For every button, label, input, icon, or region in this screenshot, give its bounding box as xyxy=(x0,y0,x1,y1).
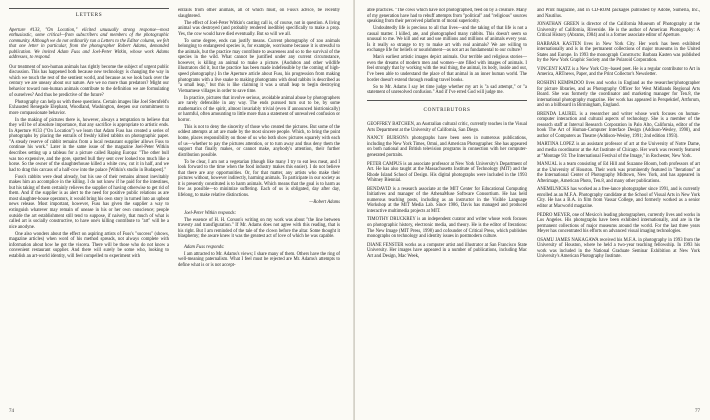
contributors-heading: CONTRIBUTORS xyxy=(423,106,471,113)
letter-paragraph: The effect of Joel-Peter Witkin's casting call is, of course, not in question. A living animal was destroyed (and probably rendered inedible) specifically to make a prop. Yes, the cow would have died eventually. But so will we all. xyxy=(178,20,340,37)
letter-paragraph: In the making of pictures there is, however, always a temptation to believe that they will be of absolute importance, that any sacrifice is appropriate to artistic ends. In Aperture #133 ("On Location") we learn that Adam Fuss has created a series of photographs by placing the entrails of freshly killed rabbits on photographic paper. "A steady reserve of rabbit remains from a local restaurant supplier allows Fuss to continue his work." Later in the same issue of the magazine Joel-Peter Witkin describes setting up a tableau for a picture called Raping Europa: "The other bull was too expensive, and the gore, spotted bull they sent over looked too much like a horse. So the owner of the slaughterhouse killed a white cow, cut it in half, and we had to drag this carcass of a half-cow into the palace [Witkin's studio in Budapest]." xyxy=(9,117,169,173)
response-paragraph: Undoubtedly life is precious to all that lives—and the taking of that life is not a casual matter. I killed, ate, and photographed many rabbits. This doesn't seem so unusual to me. We kill and eat and use millions and millions of animals every year. Is it really so strange to try to make art with real animals? We are willing to exchange life for beliefs or nourishment—as not art as fundamental to our culture? xyxy=(367,26,527,54)
response-text-fuss: I am attracted to Mr. Adams's views; I share many of them. Others have the ring of well-meaning paternalism. What I feel must be rejected are Mr. Adams's attempts to define what is or is not accept- xyxy=(178,251,340,268)
contributor-entry: and Print magazine, and in CD-ROM packages published by Adobe, Sumeria, Inc., and Nautilus. xyxy=(537,8,700,19)
response-paragraph: So to Mr. Adams I say let time judge whether my art is "a sad attempt," or "a statement of unresolved confusion." And if I've erred God will judge me. xyxy=(367,84,527,96)
letter-paragraph: One also wonders about the effect on aspiring artists of Fuss's "success" (shows, magazine articles) when word of his method spreads, not always complete with information about how he got the viscera. There will be those who do not know a convenient restaurant supplier. And there will surely be some who, looking to establish an art-world identity, will feel compelled to experiment with xyxy=(9,231,169,259)
letter-paragraph: Fuss's rabbits were dead already, but his use of their remains almost inevitably makes him an accomplice in the killing. I do not know if he paid for the intestines, but his taking of them certainly relieves the supplier of having otherwise to get rid of them. And if the supplier is as alert to the need for positive public relations as are most slaughter-house operators, it would bring his own story in turned into an upbeat news release. Most important, however, Fuss has given the supplier a way to extinguish whatever may remain of unease in his or her own conscience; people outside the art establishment still tend to suppose, if naively, that much of what is called art is socially constructive, to have one's killing contribute to "art" will be a nice anodyne. xyxy=(9,174,169,230)
contributor-entry: GEOFFREY BATCHEN, an Australian cultural critic, currently teaches in the Visual Arts Department at the University of California, San Diego. xyxy=(367,122,527,133)
response-paragraph: Man's earliest artistic images depict animals. Our terrible and religious stories—even the dreams of modern men and women—are filled with images of animals. I feel strongly that by working with the real thing, the animal, its body, inside and out, I've been able to understand the place of that animal in an inner human world. The border doesn't extend through reading travel books. xyxy=(367,55,527,83)
response-text-witkin: The essence of H. H. Corson's writing on my work was about "the line between travesty and transfiguration." If Mr. Adams does not agree with this reading, that is his right. But I am reminded of the tale of the clown before the altar. Some thought it blasphemy; the aware knew it was the greatest act of love of which he was capable. xyxy=(178,217,340,240)
response-byline-witkin: Joel-Peter Witkin responds: xyxy=(184,210,237,216)
response-byline-fuss: Adam Fuss responds: xyxy=(184,244,225,250)
letter-paragraph: Photography can help us with these questions. Certain images like Joel Sternfeld's Exhausted Renegade Elephant, Woodland, Washington, deepen our commitment to more compassionate behavior. xyxy=(9,99,169,116)
letters-heading: LETTERS xyxy=(75,12,103,18)
letter-paragraph: In practice, pictures that involve serious, avoidable animal abuse by photographers are rarely defensible in any way. The ends pursued turn out to be, by some mathematics of the spirit, almost invariably trivial (even if announced histrionically) or harmful, often amounting to little more than a statement of unresolved confusion or horror. xyxy=(178,95,340,123)
heading-rule xyxy=(9,8,169,9)
right-column-2 xyxy=(537,8,700,408)
response-paragraph: able practices. "The cows which have not photographed, feed on by a creature. Many of my generation have had to rebuff attempts from "political" and "religious" sources speaking from their perceived platform of moral superiority. xyxy=(367,8,527,25)
page-number-left: 74 xyxy=(9,409,14,414)
contributor-entry: DIANE FENSTER works as a computer artist and illustrator at San Francisco State University. Her images have appeared in a number of publications, including Mac Art and Design, Mac Week, xyxy=(367,242,527,259)
editor-note: Aperture #133, "On Location," elicited unusually strong response—most enthusiastic, some critical—from subscribers and members of the photographic community. Although we do not ordinarily run a Letters to the Editor column, we felt that one letter in particular, from the photographer Robert Adams, demanded publication. We invited Adam Fuss and Joel-Peter Witkin, whose work Adams addresses, to respond. xyxy=(9,27,169,61)
letter-paragraph: To be clear, I am not a vegetarian (though like many I try to eat less meat, and I look forward to the time when the food industry makes this easier). I do not believe that there are any opportunities. Or, for that matter, any artists who make their pictures without, however indirectly, harming animals. To participate in our society as it is presently constituted is to harm animals. Which means that the goal is to harm as few as possible—to minimize suffering. Each of us is obligated, day after day, lifelong, to make relative distinctions. xyxy=(178,159,340,198)
letter-paragraph: Our treatment of non-human animals has rightly become the subject of urgent public discussion. This has happened both because new technology is changing the way in which we touch the rest of the sentient world, and because as we look back over the century we are uneasy about our nature. Are we no more than predators? Might our behavior toward non-human animals contribute to the definition we are formulating of ourselves? And thus be predictive of the future? xyxy=(9,64,169,98)
left-column-2 xyxy=(178,8,340,408)
contributor-entry: MANUAL is a team consisting of Ed Hill and Suzanne Bloom, both professors of art at the University of Houston. Their work was prominently featured in "Iterations" at the International Center of Photography Midtown, New York, and has appeared in Afterimage, American Photo, Ten.8, and many other publications. xyxy=(537,162,700,184)
letter-paragraph: entrails from other animals, all of which must, on Fuss's advice, be recently slaughtered. xyxy=(178,8,340,19)
contributor-entry: VINCENT KATZ is a New York City–based poet. He is a regular contributor to Art in America, ARTnews, Paper, and the Print Collector's Newsletter. xyxy=(537,66,700,78)
contributor-entry: MARTINA LOPEZ is an assistant professor of art at the University of Notre Dame, and media coordinator at the Art Institute of Chicago. Her work was recently featured at "Montage 93: The International Festival of the Image," in Rochester, New York. xyxy=(537,142,700,159)
contributor-entry: ROSHINI KEMPADOO lives and works in England as the researcher/photographer for picture libraries, and as Photography Officer for West Midlands Regional Arts Board. She was formerly the coordinator and marketing manager for Ten.8, the international photography magazine. Her work has appeared in Perspektief, Artforum, and on a billboard in Birmingham, England. xyxy=(537,81,700,109)
contributor-entry: BARBARA KASTEN lives in New York City. Her work has been exhibited internationally and is in the permanent collections of major museums in the United States and Europe. In 1993 the monograph Constructs: Barbara Kasten was published by the New York Graphic Society and the Polaroid Corporation. xyxy=(537,41,700,64)
page-number-right: 77 xyxy=(695,409,700,414)
contributor-entry: PETER CAMPUS is an associate professor at New York University's Department of Art. He has also taught at the Massachusetts Institute of Technology (MIT) and the Rhode Island School of Design. His digital photographs were included in the 1993 Whitney Biennial. xyxy=(367,161,527,184)
contributors-rule xyxy=(367,100,527,105)
letter-paragraph: This is not to deny the sincerity of those who created the pictures. But some of the oddest attempts at art are made by the most sincere people. Which, to bring the point home, places responsibility on those of us who both show pictures squarely with each of us—whether to pay the pictures attention, or to turn away and thus deny them the support that finally makes, or cannot make, anybody's attention, their further distribution possible. xyxy=(178,124,340,158)
letter-paragraph: To some degree, ends can justify means. Current photography of zoo animals belonging to endangered species is, for example, worrisome because it is stressful to the animals, but the practice may contribute to awareness and so to the survival of the species in the wild. What cannot be justified under any current circumstance, however, is killing an animal to make a picture. (Audubon and other wildlife illustrators did it, but the practice has been made indefensible by the coming of high-speed photography.) In the Aperture article about Fuss, his progression from making photograms with a live snake to making photograms with dead rabbits is described as "a small leap," but this is like claiming it was a small leap to begin destroying Vietnamese villages in order to save time. xyxy=(178,38,340,94)
contributor-entry: ANEMILNICKS has worked as a free-lance photographer since 1991, and is currently enrolled as an M.F.A. Photography candidate at the School of Visual Arts in New York City. He has a B.A. in film from Vassar College, and formerly worked as a senior editor at Macworld magazine. xyxy=(537,187,700,209)
contributor-entry: OSAMU JAMES NAKAGAWA received his M.F.A. in photography in 1993 from the University of Houston, where he held a two-year teaching fellowship. In 1993 his work was included in the National Graduate Seminar Exhibition at New York University's American Photography Institute. xyxy=(537,237,700,260)
left-column-1 xyxy=(9,8,169,408)
contributor-entry: BENDAVID is a research associate at the MIT Center for Educational Computing Initiatives and manager of the AthenaMuse Software Consortium. He has held numerous teaching posts, including as an instructor in the Visible Language Workshop at the MIT Media Lab. Since 1986, Davis has managed and produced interactive multimedia projects at MIT. xyxy=(367,186,527,214)
contributor-entry: BRENDA LAUREL is a researcher and writer whose work focuses on human-computer interaction and cultural aspects of technology. She is a member of the research staff at Interval Research Corporation in Palo Alto, California, editor of the book The Art of Human-Computer Interface Design (Addison-Wesley, 1990), and author of Computers as Theatre (Addison-Wesley, 1991; 2nd edition 1993). xyxy=(537,111,700,139)
contributor-entry: PEDRO MEYER, one of Mexico's leading photographers, currently lives and works in Los Angeles. His photographs have been exhibited internationally, and are in the permanent collections of major museums around the world. For the last three years Meyer has concentrated his efforts on advanced visual imaging technologies. xyxy=(537,212,700,235)
right-page xyxy=(355,0,710,420)
right-column-1 xyxy=(367,8,527,408)
contributor-entry: NANCY BURSON's photographs have been seen in numerous publications, including the New York Times, Omni, and American Photographer. She has appeared on both national and British television programs in connection with her computer-generated portraits. xyxy=(367,136,527,158)
letter-signature: —Robert Adams xyxy=(309,200,340,206)
contributor-entry: TIMOTHY DRUCKREY is an independent curator and writer whose work focuses on photographic history, electronic media, and theory. He is the editor of Iterations: The New Image (MIT Press, 1998) and cofounder of Critical Press, which publishes monographs on technology and identity issues in postmodern culture. xyxy=(367,217,527,240)
contributor-entry: JONATHAN GREEN is director of the California Museum of Photography at the University of California, Riverside. He is the author of American Photography: A Critical History (Abrams, 1984) and is a former associate editor of Aperture. xyxy=(537,22,700,39)
